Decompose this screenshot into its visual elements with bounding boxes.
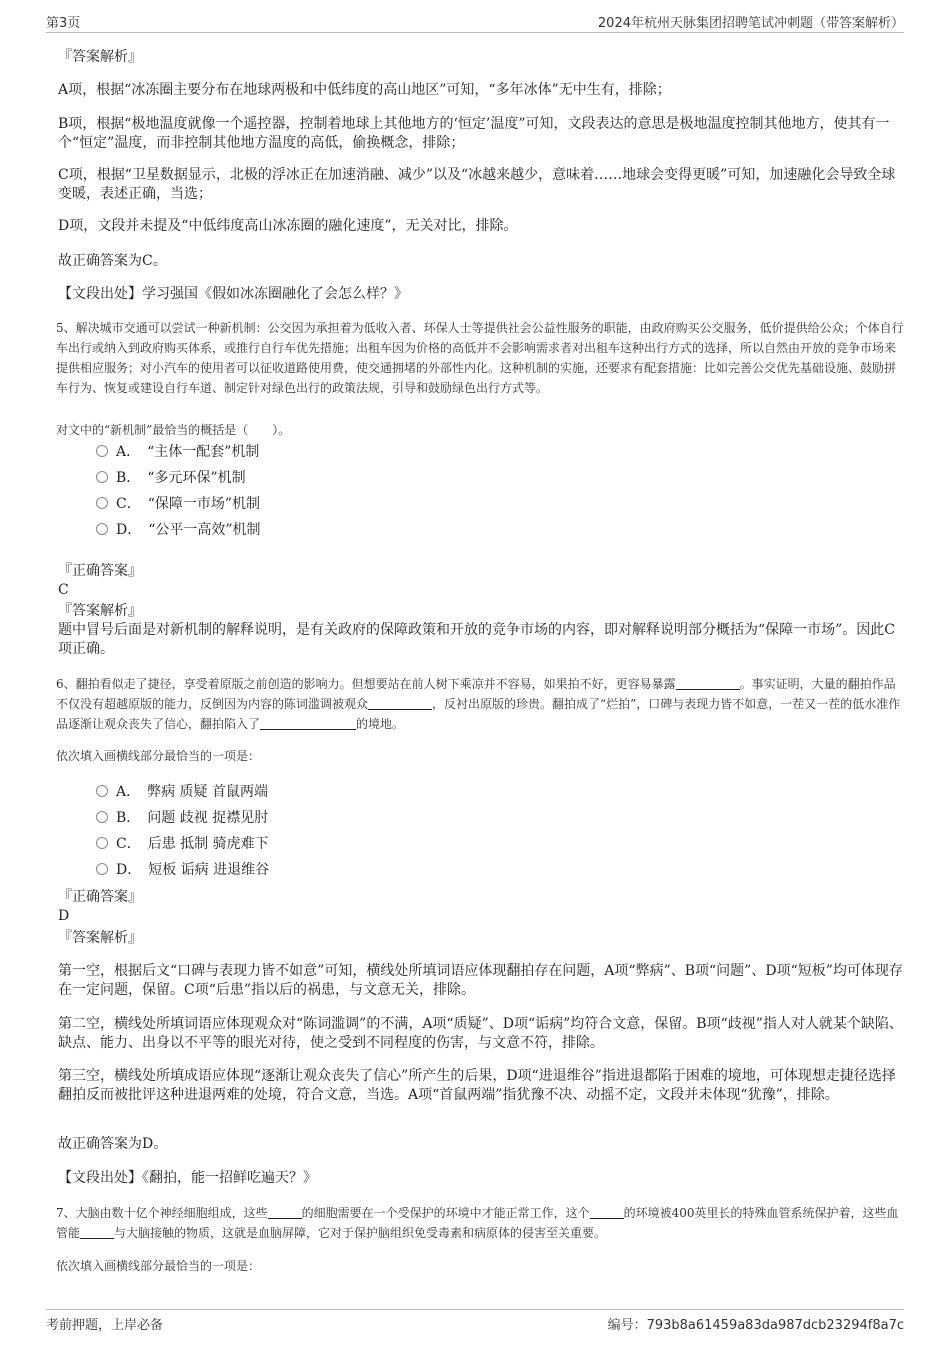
option-label: B． 问题 歧视 捉襟见肘 — [116, 810, 269, 826]
blank-1[interactable] — [268, 1206, 302, 1219]
q5-option-a[interactable] — [96, 443, 259, 461]
q4-analysis-d: D项，文段并未提及“中低纬度高山冰冻圈的融化速度”，无关对比，排除。 — [58, 218, 518, 234]
q6-analysis-2: 第二空，横线处所填词语应体现观众对“陈词滥调”的不满，A项“质疑”、D项“诟病”均符合文意，保留。B项“歧视”指人对人就某个缺陷、缺点、能力、出身以不平等的眼光对待，使之受到不同程度的伤害，与文意不符，排除。 — [58, 1016, 903, 1051]
q6-answer-label: 『正确答案』 — [58, 889, 142, 905]
q5-answer: C — [58, 582, 69, 598]
q5-stem: 5、解决城市交通可以尝试一种新机制：公交因为承担着为低收入者、环保人士等提供社会公益性服务的职能，由政府购买公交服务，低价提供给公众；个体自行车出行或纳入到政府购买体系，或推行自行车优先措施；出租车因为价格的高低并不会影响需求者对出租车这种出行方式的选择，所以自然由开放的竞争市场来提供相应服务；对小汽车的使用者可以征收道路使用费，使交通拥堵的外部性内化。这种机制的实施，还要求有配套措施：比如完善公交优先基础设施、鼓励拼车行为、恢复或建设自行车道、制定针对绿色出行的政策法规，引导和鼓励绿色出行方式等。 — [56, 321, 904, 395]
page-footer — [46, 1314, 904, 1334]
radio-button[interactable] — [96, 863, 108, 875]
q5-analysis: 题中冒号后面是对新机制的解释说明，是有关政府的保障政策和开放的竞争市场的内容，即对解释说明部分概括为“保障一市场”。因此C项正确。 — [58, 622, 896, 657]
q6-analysis-label: 『答案解析』 — [58, 930, 142, 946]
q7-stem: 7、大脑由数十亿个神经细胞组成，这些 的细胞需要在一个受保护的环境中才能正常工作，这个 的环境被400英里长的特殊血管系统保护着，这些血管能 与大脑接触的物质，这就是血脑屏障，它对于保护脑组织免受毒素和病原体的侵害至关重要。 — [56, 1206, 899, 1240]
radio-button[interactable] — [96, 811, 108, 823]
q6-conclusion: 故正确答案为D。 — [58, 1136, 168, 1152]
option-label: B． “多元环保”机制 — [116, 470, 246, 486]
q4-conclusion: 故正确答案为C。 — [58, 253, 167, 269]
q6-analysis-1: 第一空，根据后文“口碑与表现力皆不如意”可知，横线处所填词语应体现翻拍存在问题，A项“弊病”、B项“问题”、D项“短板”均可体现存在一定问题，保留。C项“后患”指以后的祸患，与文意无关，排除。 — [58, 963, 903, 998]
q6-stem: 6、翻拍看似走了捷径，享受着原版之前创造的影响力。但想要站在前人树下乘凉并不容易，如果拍不好，更容易暴露 。事实证明，大量的翻拍作品不仅没有超越原版的能力，反倒因为内容的陈词滥调被观众 ，反衬出原版的珍贵。翻拍成了“烂拍”，口碑与表现力皆不如意，一茬又一茬的低水准作品逐渐让观众丧失了信心，翻拍陷入了 的境地。 — [56, 677, 901, 731]
q5-option-b[interactable] — [96, 469, 246, 487]
radio-button[interactable] — [96, 445, 108, 457]
q4-analysis-a: A项，根据“冰冻圈主要分布在地球两极和中低纬度的高山地区”可知，“多年冰体”无中生有，排除； — [58, 82, 671, 98]
q6-source: 【文段出处】《翻拍，能一招鲜吃遍天？》 — [58, 1170, 317, 1186]
blank-1[interactable] — [676, 677, 740, 690]
q5-question: 对文中的“新机制”最恰当的概括是（ ）。 — [56, 423, 291, 437]
q6-option-a[interactable] — [96, 783, 268, 801]
radio-button[interactable] — [96, 837, 108, 849]
q6-analysis-3: 第三空，横线处所填成语应体现“逐渐让观众丧失了信心”所产生的后果，D项“进退维谷”指进退都陷于困难的境地，可体现想走捷径选择翻拍反而被批评这种进退两难的处境，符合文意，当选。A项“首鼠两端”指犹豫不决、动摇不定，文段并未体现“犹豫”，排除。 — [58, 1068, 896, 1103]
radio-button[interactable] — [96, 785, 108, 797]
option-label: C． 后患 抵制 骑虎难下 — [116, 836, 269, 852]
q4-analysis-label: 『答案解析』 — [58, 49, 142, 65]
option-label: D． “公平一高效”机制 — [116, 522, 261, 538]
blank-2[interactable] — [368, 697, 432, 710]
q7-question: 依次填入画横线部分最恰当的一项是： — [56, 1259, 261, 1273]
q6-question: 依次填入画横线部分最恰当的一项是： — [56, 749, 261, 763]
option-label: A． “主体一配套”机制 — [116, 444, 260, 460]
q4-analysis-b: B项，根据“极地温度就像一个遥控器，控制着地球上其他地方的‘恒定’温度”可知，文段表达的意思是极地温度控制其他地方，使其有一个“恒定”温度，而非控制其他地方温度的高低，偷换概念，排除； — [58, 116, 890, 151]
q5-option-d[interactable] — [96, 521, 261, 539]
q6-option-c[interactable] — [96, 835, 269, 853]
q4-source: 【文段出处】学习强国《假如冰冻圈融化了会怎么样？》 — [58, 286, 408, 302]
footer-divider — [46, 1309, 904, 1310]
page-header — [46, 12, 904, 32]
page-number: 第3页 — [46, 16, 81, 31]
q4-analysis-c: C项，根据“卫星数据显示，北极的浮冰正在加速消融、减少”以及“冰越来越少，意味着……地球会变得更暖”可知，加速融化会导致全球变暖，表述正确，当选； — [58, 167, 896, 202]
document-title: 2024年杭州天脉集团招聘笔试冲刺题（带答案解析） — [597, 16, 904, 31]
q6-answer: D — [58, 908, 70, 924]
option-label: A． 弊病 质疑 首鼠两端 — [116, 784, 269, 800]
option-label: C． “保障一市场”机制 — [116, 496, 261, 512]
blank-3[interactable] — [260, 717, 356, 730]
q5-answer-label: 『正确答案』 — [58, 563, 142, 579]
q6-option-b[interactable] — [96, 809, 268, 827]
radio-button[interactable] — [96, 471, 108, 483]
header-divider — [46, 32, 904, 33]
radio-button[interactable] — [96, 497, 108, 509]
radio-button[interactable] — [96, 523, 108, 535]
option-label: D． 短板 诟病 进退维谷 — [116, 862, 270, 878]
q5-analysis-label: 『答案解析』 — [58, 603, 142, 619]
q5-option-c[interactable] — [96, 495, 260, 513]
blank-2[interactable] — [590, 1206, 624, 1219]
document-code: 编号：793b8a61459a83da987dcb23294f8a7c — [607, 1318, 904, 1333]
q6-option-d[interactable] — [96, 861, 269, 879]
footer-slogan: 考前押题，上岸必备 — [46, 1318, 164, 1333]
blank-3[interactable] — [80, 1226, 114, 1239]
